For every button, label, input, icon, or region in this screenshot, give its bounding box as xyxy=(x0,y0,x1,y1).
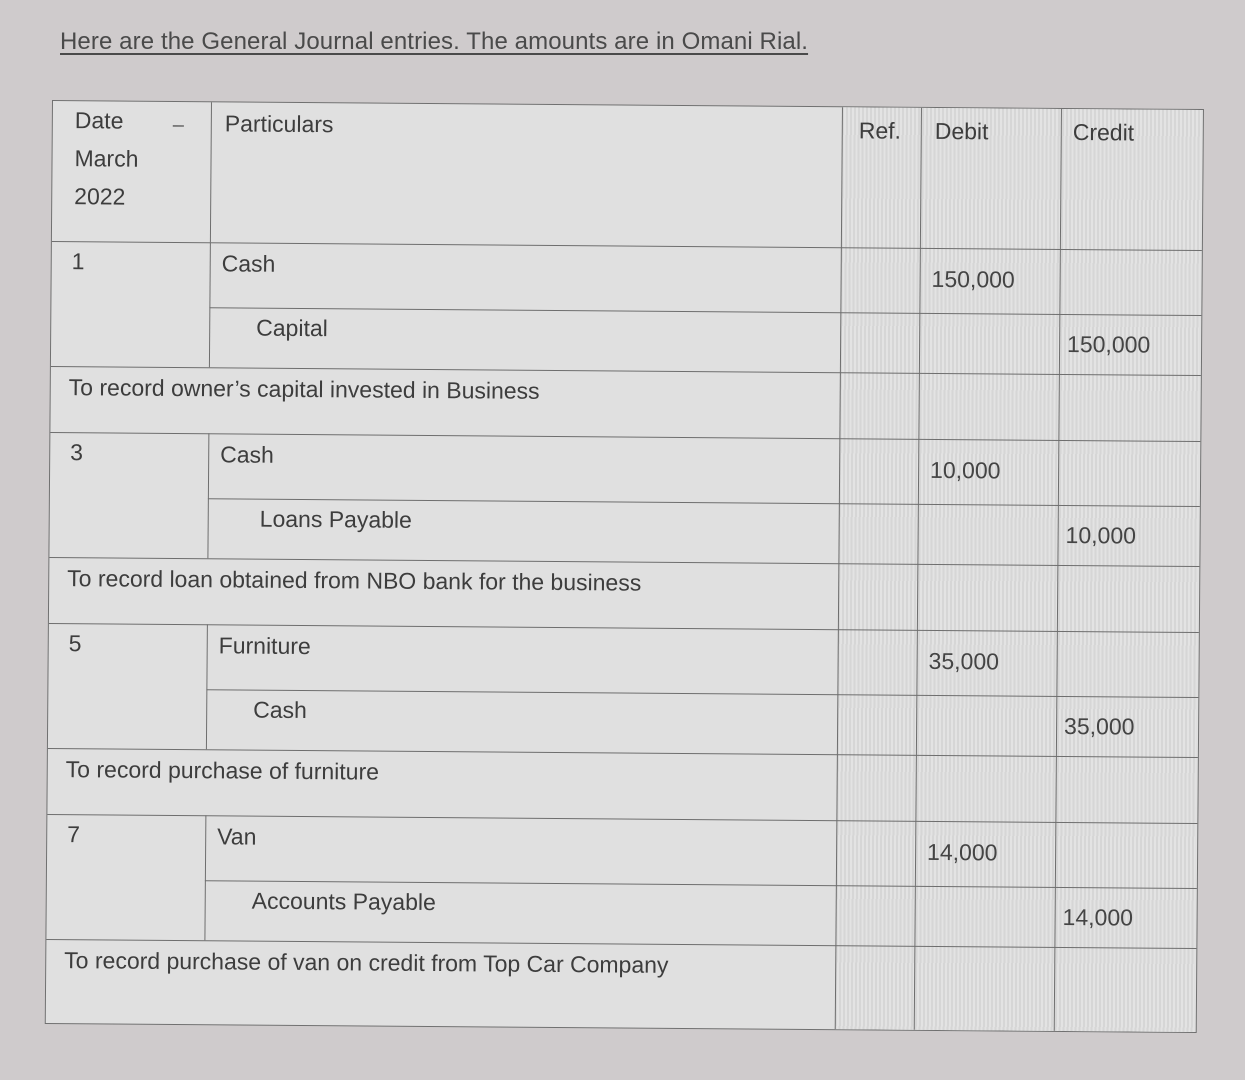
entry-credit-account: Cash xyxy=(253,696,308,724)
entry-credit-account: Capital xyxy=(256,314,328,342)
entry-date: 1 xyxy=(71,248,85,275)
entry-date: 3 xyxy=(70,439,84,466)
entry-debit-amount: 10,000 xyxy=(930,456,1001,484)
entry-credit-account: Accounts Payable xyxy=(251,887,436,916)
date-header-month: March xyxy=(74,145,139,172)
entry-narration: To record purchase of furniture xyxy=(65,756,380,785)
entry-narration: To record loan obtained from NBO bank for the business xyxy=(67,565,642,596)
entry-credit-amount: 150,000 xyxy=(1067,330,1151,358)
date-header-year: 2022 xyxy=(74,183,126,210)
entry-credit-amount: 14,000 xyxy=(1062,903,1134,931)
entry-date: 7 xyxy=(67,821,81,848)
entry-narration: To record purchase of van on credit from Top Car Company xyxy=(64,947,669,978)
journal-table xyxy=(45,100,1204,1033)
entry-debit-account: Van xyxy=(217,823,257,850)
credit-header: Credit xyxy=(1072,119,1135,146)
page-heading: Here are the General Journal entries. The amounts are in Omani Rial. xyxy=(60,28,809,55)
entry-credit-amount: 35,000 xyxy=(1064,712,1135,740)
entry-credit-amount: 10,000 xyxy=(1065,521,1137,549)
entry-debit-amount: 150,000 xyxy=(931,265,1015,293)
entry-credit-account: Loans Payable xyxy=(259,505,413,533)
entry-debit-account: Cash xyxy=(220,441,275,468)
particulars-header: Particulars xyxy=(224,110,334,138)
date-header-dash: – xyxy=(172,113,185,137)
entry-debit-amount: 14,000 xyxy=(927,838,998,866)
entry-debit-amount: 35,000 xyxy=(928,647,1000,675)
debit-header: Debit xyxy=(934,117,989,145)
entry-debit-account: Furniture xyxy=(218,632,311,660)
entry-narration: To record owner’s capital invested in Business xyxy=(68,374,540,404)
entry-date: 5 xyxy=(68,630,82,657)
ref-header: Ref. xyxy=(858,117,902,144)
date-header: Date xyxy=(74,107,124,134)
entry-debit-account: Cash xyxy=(221,250,276,277)
